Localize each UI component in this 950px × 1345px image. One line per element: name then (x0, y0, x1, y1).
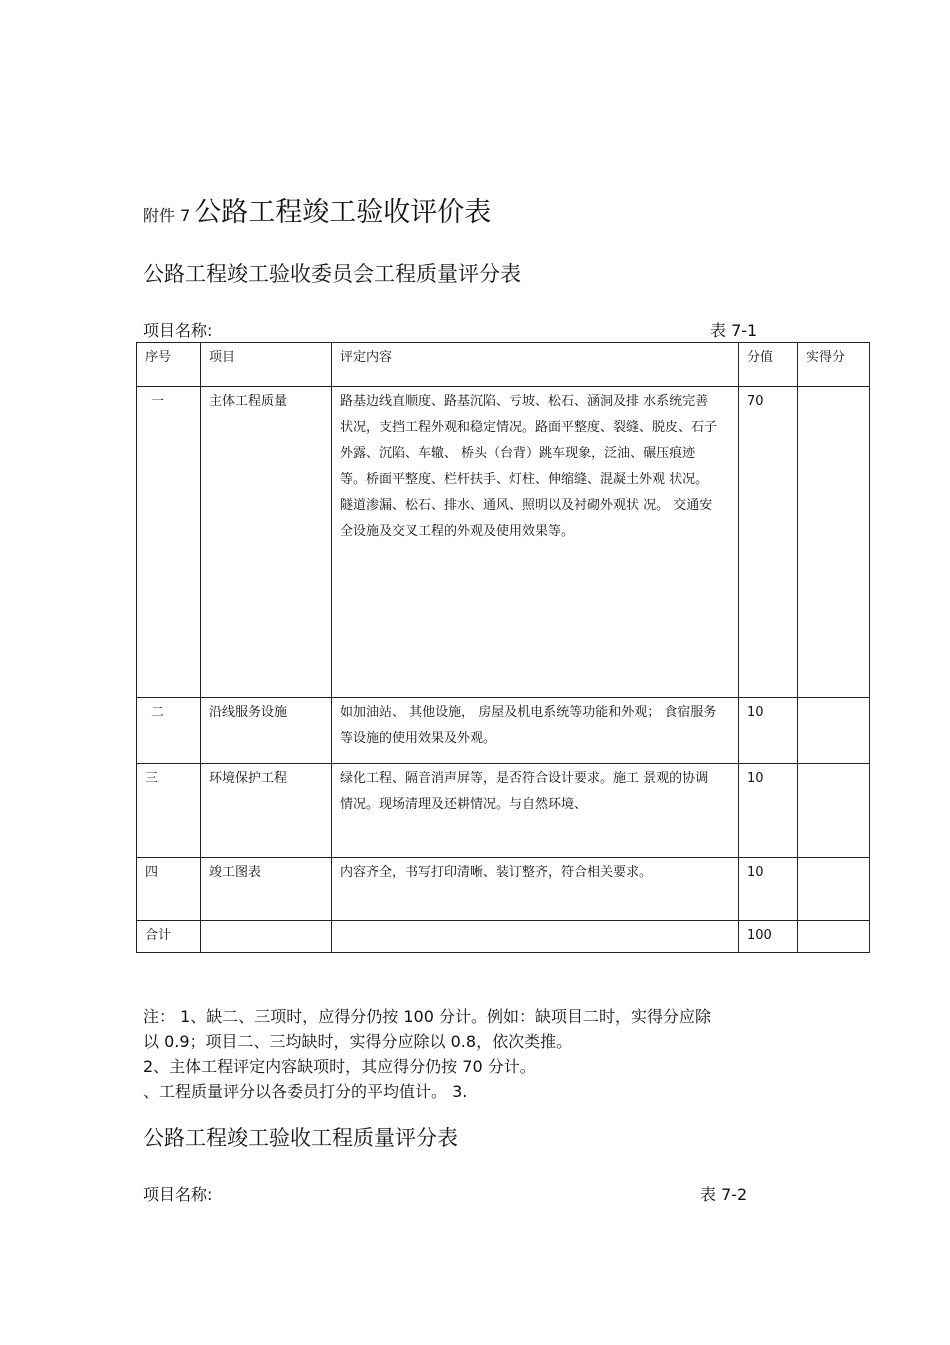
attachment-label: 附件 7 (143, 206, 191, 225)
row-actual (798, 921, 870, 953)
row-content: 路基边线直顺度、路基沉陷、亏坡、松石、涵洞及排 水系统完善状况，支挡工程外观和稳定情况。路面平整度、裂缝、脱皮、石子外露、沉陷、车辙、 桥头（台背）跳车现象，泛油、碾压痕迹等。桥面平整度、栏杆扶手、灯柱、伸缩缝、混凝土外观 状况。隧道渗漏、松石、排水、通风、照明以及衬砌外观状 况。 交通安全设施及交叉工程的外观及使用效果等。 (332, 387, 739, 698)
note-line-2: 以 0.9；项目二、三均缺时，实得分应除以 0.8，依次类推。 (143, 1032, 573, 1051)
row-score: 70 (739, 387, 798, 698)
table-header-row (137, 343, 870, 387)
row-item (201, 921, 332, 953)
table-row (137, 698, 870, 764)
row-item: 主体工程质量 (201, 387, 332, 698)
section1-table-number: 表 7-1 (710, 321, 758, 340)
row-actual (798, 858, 870, 921)
heading-title: 公路工程竣工验收评价表 (194, 197, 492, 228)
section2-project-label: 项目名称: (143, 1185, 213, 1204)
row-actual (798, 698, 870, 764)
header-score: 分值 (739, 343, 798, 387)
row-score: 10 (739, 764, 798, 858)
row-score: 10 (739, 858, 798, 921)
section1-project-label: 项目名称: (143, 321, 213, 340)
table-row (137, 387, 870, 698)
row-actual (798, 764, 870, 858)
row-no: 四 (137, 858, 201, 921)
table-row (137, 764, 870, 858)
row-no: 三 (137, 764, 201, 858)
row-item: 环境保护工程 (201, 764, 332, 858)
note-line-3: 2、主体工程评定内容缺项时，其应得分仍按 70 分计。 (143, 1057, 536, 1076)
row-content: 内容齐全，书写打印清晰、装订整齐，符合相关要求。 (332, 858, 739, 921)
row-actual (798, 387, 870, 698)
row-item: 竣工图表 (201, 858, 332, 921)
note-line-1: 注： 1、缺二、三项时，应得分仍按 100 分计。例如：缺项目二时，实得分应除 (143, 1007, 711, 1026)
row-score: 100 (739, 921, 798, 953)
row-content: 绿化工程、隔音消声屏等，是否符合设计要求。施工 景观的协调情况。现场清理及还耕情况。与自然环境、 (332, 764, 739, 858)
row-no: 合计 (137, 921, 201, 953)
header-no: 序号 (137, 343, 201, 387)
row-content (332, 921, 739, 953)
score-table (136, 342, 870, 953)
row-score: 10 (739, 698, 798, 764)
section2-title: 公路工程竣工验收工程质量评分表 (143, 1126, 458, 1150)
row-content: 如加油站、 其他设施， 房屋及机电系统等功能和外观； 食宿服务等设施的使用效果及外观。 (332, 698, 739, 764)
page-heading (143, 190, 491, 229)
header-content: 评定内容 (332, 343, 739, 387)
table-total-row (137, 921, 870, 953)
row-no: 二 (137, 698, 201, 764)
row-item: 沿线服务设施 (201, 698, 332, 764)
table-row (137, 858, 870, 921)
row-no: 一 (137, 387, 201, 698)
section1-title: 公路工程竣工验收委员会工程质量评分表 (143, 262, 521, 286)
header-actual: 实得分 (798, 343, 870, 387)
section2-table-number: 表 7-2 (700, 1185, 748, 1204)
header-item: 项目 (201, 343, 332, 387)
note-line-4: 、工程质量评分以各委员打分的平均值计。 3. (143, 1082, 468, 1101)
